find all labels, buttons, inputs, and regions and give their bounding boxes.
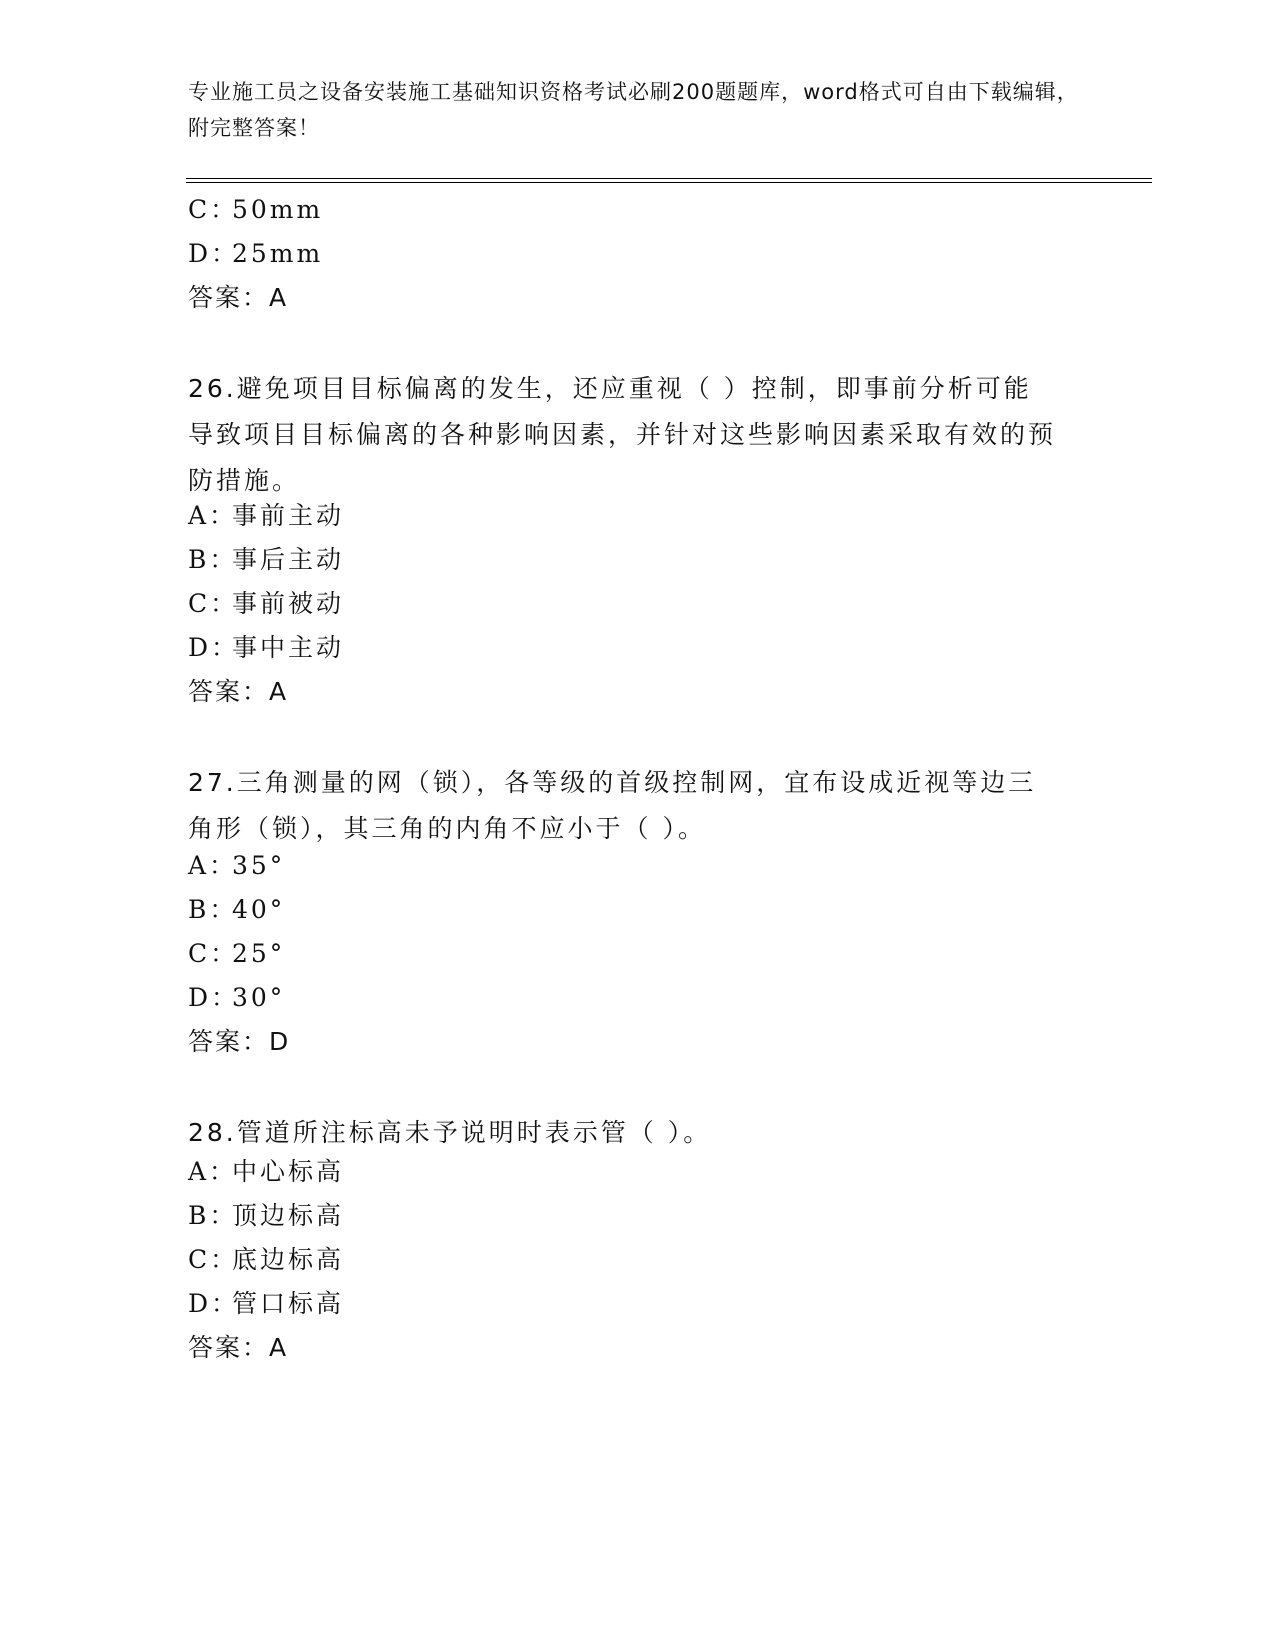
option-c [188, 192, 323, 228]
header-divider-bottom [186, 182, 1152, 183]
option-a [188, 498, 344, 534]
option-letter: C： [188, 1245, 239, 1274]
option-d [188, 980, 285, 1016]
header-divider-top [186, 178, 1152, 179]
question-stem-26: 26.避免项目目标偏离的发生，还应重视（ ）控制，即事前分析可能导致项目目标偏离的各种影响因素，并针对这些影响因素采取有效的预防措施。 [188, 374, 1057, 495]
option-letter: C： [188, 195, 239, 224]
option-text: 30° [232, 983, 286, 1012]
question-stem-27: 27.三角测量的网（锁），各等级的首级控制网，宜布设成近视等边三角形（锁），其三角的内角不应小于（ ）。 [188, 768, 1037, 843]
option-text: 底边标高 [232, 1245, 345, 1274]
option-b [188, 892, 285, 928]
option-d [188, 1286, 344, 1322]
option-letter: A： [188, 1157, 238, 1186]
option-d [188, 236, 323, 272]
option-letter: D： [188, 633, 240, 662]
option-c [188, 936, 285, 972]
answer-line: 答案：A [188, 677, 289, 706]
option-letter: D： [188, 983, 240, 1012]
option-text: 25° [232, 939, 286, 968]
option-c [188, 586, 344, 622]
option-letter: B： [188, 545, 238, 574]
option-b [188, 1198, 344, 1234]
option-text: 25mm [232, 239, 324, 268]
option-letter: B： [188, 895, 238, 924]
option-a [188, 1154, 344, 1190]
answer-line: 答案：A [188, 283, 289, 312]
option-a [188, 848, 285, 884]
option-text: 事前主动 [232, 501, 345, 530]
option-d [188, 630, 344, 666]
option-text: 事前被动 [232, 589, 345, 618]
option-text: 中心标高 [232, 1157, 345, 1186]
option-text: 管口标高 [232, 1289, 345, 1318]
document-header: 专业施工员之设备安装施工基础知识资格考试必刷200题题库，word格式可自由下载编辑，附完整答案！ [188, 80, 1079, 140]
answer-line: 答案：D [188, 1027, 291, 1056]
option-text: 50mm [232, 195, 324, 224]
option-text: 事中主动 [232, 633, 345, 662]
option-letter: C： [188, 939, 239, 968]
option-letter: D： [188, 1289, 240, 1318]
answer-line: 答案：A [188, 1333, 289, 1362]
option-letter: B： [188, 1201, 238, 1230]
option-letter: A： [188, 501, 238, 530]
option-text: 顶边标高 [232, 1201, 345, 1230]
option-c [188, 1242, 344, 1278]
option-b [188, 542, 344, 578]
option-text: 40° [232, 895, 286, 924]
option-letter: A： [188, 851, 238, 880]
option-letter: C： [188, 589, 239, 618]
option-text: 35° [232, 851, 286, 880]
option-letter: D： [188, 239, 240, 268]
option-text: 事后主动 [232, 545, 345, 574]
question-stem-28: 28.管道所注标高未予说明时表示管（ ）。 [188, 1118, 712, 1147]
